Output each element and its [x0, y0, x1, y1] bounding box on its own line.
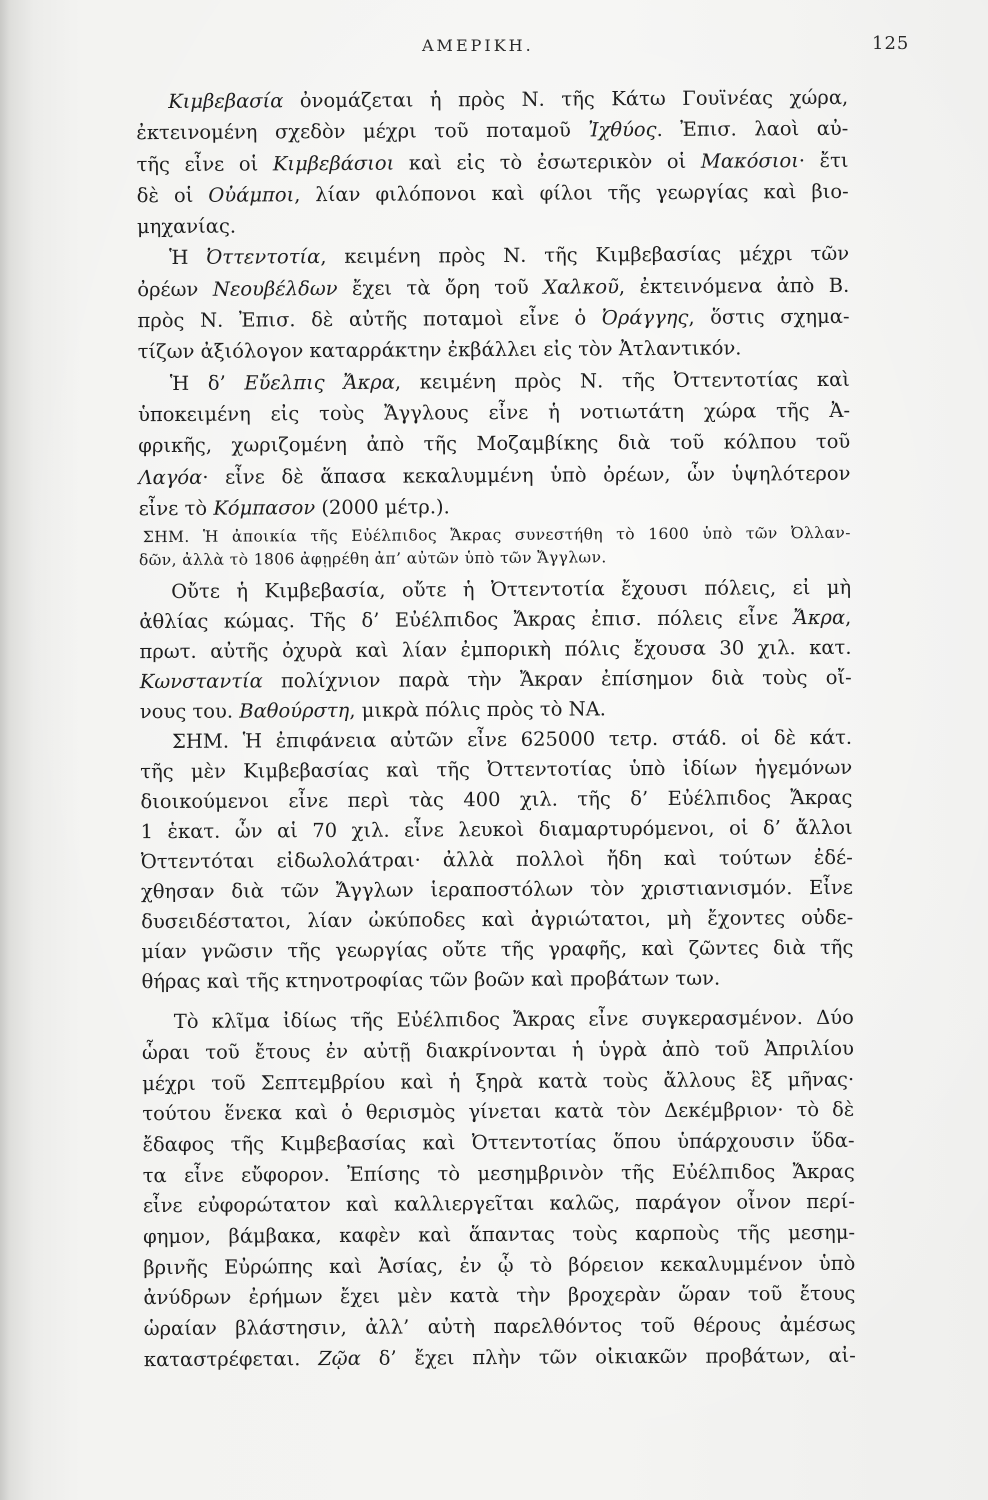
text-segment: τῆς εἶνε οἱ	[136, 151, 273, 176]
text-line	[136, 144, 848, 180]
paragraph-cape-of-good-hope	[138, 364, 851, 525]
text-block	[142, 1003, 856, 1376]
text-line: βρινῆς Εὐρώπης καὶ Ἀσίας, ἐν ᾧ τὸ βόρειον κεκαλυμμένον ὑπὸ	[143, 1251, 856, 1279]
italic-term: Ἄκρα	[793, 606, 846, 630]
text-line	[137, 176, 849, 212]
italic-term: Ὀράγγης	[601, 305, 689, 330]
text-segment: , λίαν φιλόπονοι καὶ φίλοι τῆς γεωργίας καὶ βιο-	[294, 179, 849, 207]
text-line: Ὀττεντόται εἰδωλολάτραι· ἀλλὰ πολλοὶ ἤδη καὶ τούτων ἐδέ-	[140, 845, 853, 874]
text-line: φημον, βάμβακα, καφὲν καὶ ἅπαντας τοὺς καρποὺς τῆς μεσημ-	[143, 1220, 856, 1249]
text-line	[140, 693, 852, 727]
text-segment: πρὸς Ν. Ἐπισ. δὲ αὐτῆς ποταμοὶ εἶνε ὁ	[137, 306, 602, 333]
text-line	[139, 489, 851, 525]
text-line: Τὸ κλῖμα ἰδίως τῆς Εὐέλπιδος Ἄκρας εἶνε συγκερασμένον. Δύο	[173, 1005, 854, 1034]
italic-term: Ἰχθύος	[588, 118, 657, 142]
text-line: ΣΗΜ. Ἡ ἐπιφάνεια αὐτῶν εἶνε 625000 τετρ. στάδ. οἱ δὲ κάτ.	[172, 725, 853, 754]
text-line: τῆς μὲν Κιμβεβασίας καὶ τῆς Ὀττεντοτίας ὑπὸ ἰδίων ἡγεμόνων	[140, 755, 853, 784]
paragraph-population-note	[140, 723, 854, 997]
text-line: τίζων ἀξιόλογον καταρράκτην ἐκβάλλει εἰς τὸν Ἀτλαντικόν.	[137, 336, 742, 364]
text-line	[138, 457, 850, 493]
paragraph-kimbebasia	[136, 82, 849, 243]
text-segment: νους του.	[139, 699, 240, 724]
text-segment: Ἡ δ’	[169, 371, 245, 395]
text-segment: καταστρέφεται.	[143, 1346, 319, 1372]
italic-term: Βαθούρστη	[239, 699, 350, 723]
text-line: δυσειδέστατοι, λίαν ὠκύποδες καὶ ἀγριώτατοι, μὴ ἔχοντες οὐδε-	[141, 905, 854, 934]
text-segment: πολίχνιον παρὰ τὴν Ἄκραν ἐπίσημον διὰ τοὺς οἴ-	[262, 665, 852, 693]
text-segment: ἔχει τὰ ὄρη τοῦ	[337, 275, 544, 300]
text-block	[136, 82, 851, 524]
text-segment: · εἶνε δὲ ἅπασα κεκαλυμμένη ὑπὸ ὀρέων, ὧν ὑψηλότερον	[202, 461, 851, 489]
text-line	[140, 663, 852, 697]
text-segment: ἀθλίας κώμας. Τῆς δ’ Εὐέλπιδος Ἄκρας ἐπισ. πόλεις εἶνε	[139, 606, 794, 634]
text-line	[137, 238, 849, 274]
text-segment: Ἡ	[169, 246, 207, 270]
text-segment: , ὅστις σχημα-	[688, 304, 850, 329]
italic-term: Λαγόα	[138, 465, 203, 489]
text-line: ὑποκειμένη εἰς τοὺς Ἄγγλους εἶνε ἡ νοτιωτάτη χώρα τῆς Ἀ-	[138, 398, 851, 427]
text-line: ἔδαφος τῆς Κιμβεβασίας καὶ Ὀττεντοτίας ὅπου ὑπάρχουσιν ὕδα-	[142, 1128, 855, 1157]
italic-term: Οὐάμποι	[208, 183, 295, 207]
text-line	[136, 82, 848, 118]
text-line	[137, 301, 849, 337]
text-segment: , κειμένη πρὸς Ν. τῆς Ὀττεντοτίας καὶ	[394, 367, 850, 394]
text-line: Οὔτε ἡ Κιμβεβασία, οὔτε ἡ Ὀττεντοτία ἔχουσι πόλεις, εἰ μὴ	[171, 575, 852, 604]
text-line	[144, 1341, 856, 1376]
italic-term: Μακόσιοι	[700, 148, 799, 173]
paragraph-hottentotia	[137, 238, 850, 368]
text-segment: . Ἐπισ. λαοὶ αὐ-	[656, 117, 849, 142]
italic-term: Ὀττεντοτία	[206, 245, 321, 270]
text-segment: · ἔτι	[798, 148, 849, 172]
text-segment: , ἐκτεινόμενα ἀπὸ Β.	[618, 273, 850, 299]
footnote-colony	[139, 522, 851, 572]
text-line: τα εἶνε εὔφορον. Ἐπίσης τὸ μεσημβρινὸν τῆς Εὐέλπιδος Ἄκρας	[142, 1159, 855, 1187]
text-line: φρικῆς, χωριζομένη ἀπὸ τῆς Μοζαμβίκης διὰ τοῦ κόλπου τοῦ	[138, 430, 851, 458]
text-segment: ἐκτεινομένη σχεδὸν μέχρι τοῦ ποταμοῦ	[136, 118, 589, 145]
italic-term: Κιμβεβάσιοι	[272, 151, 395, 175]
text-segment: δ’ ἔχει πλὴν τῶν οἰκιακῶν προβάτων, αἰ-	[360, 1343, 856, 1370]
text-line: διοικούμενοι εἶνε περὶ τὰς 400 χιλ. τῆς δ’ Εὐέλπιδος Ἄκρας	[140, 785, 853, 814]
italic-term: Εὔελπις Ἄκρα	[244, 370, 395, 395]
page-number: 125	[872, 33, 910, 54]
italic-term: Ζῷα	[318, 1346, 361, 1370]
text-line: μέχρι τοῦ Σεπτεμβρίου καὶ ἡ ξηρὰ κατὰ τοὺς ἄλλους ἓξ μῆνας·	[142, 1067, 855, 1095]
text-line: ἀνύδρων ἐρήμων ἔχει μὲν κατὰ τὴν βροχερὰν ὥραν τοῦ ἔτους	[143, 1282, 856, 1310]
italic-term: Κωνσταντία	[139, 669, 263, 694]
text-segment: (2000 μέτρ.).	[315, 495, 450, 519]
text-segment: δὲ οἱ	[136, 183, 209, 208]
text-line: πρωτ. αὐτῆς ὀχυρὰ καὶ λίαν ἐμπορικὴ πόλις ἔχουσα 30 χιλ. κατ.	[139, 635, 852, 664]
text-line: θήρας καὶ τῆς κτηνοτροφίας τῶν βοῶν καὶ προβάτων των.	[141, 966, 721, 994]
text-segment: ,	[845, 605, 852, 630]
italic-term: Κόμπασον	[213, 495, 316, 520]
text-segment: ὀρέων	[137, 277, 213, 301]
text-line: ὧραι τοῦ ἔτους ἐν αὐτῇ διακρίνονται ἡ ὑγρὰ ἀπὸ τοῦ Ἀπριλίου	[141, 1036, 855, 1065]
text-line: τούτου ἕνεκα καὶ ὁ θερισμὸς γίνεται κατὰ τὸν Δεκέμβριον· τὸ δὲ	[142, 1098, 855, 1126]
text-line: εἶνε εὐφορώτατον καὶ καλλιεργεῖται καλῶς, παράγον οἶνον περί-	[142, 1190, 855, 1218]
text-segment: καὶ εἰς τὸ ἐσωτερικὸν οἱ	[394, 149, 701, 175]
text-segment: , κειμένη πρὸς Ν. τῆς Κιμβεβασίας μέχρι τῶν	[320, 242, 850, 269]
italic-term: Νεουβέλδων	[212, 276, 338, 301]
paragraph-climate	[142, 1003, 856, 1376]
text-line: μηχανίας.	[136, 214, 237, 239]
running-title: ΑΜΕΡΙΚΗ.	[422, 36, 534, 55]
text-line	[138, 364, 850, 400]
italic-term: Χαλκοῦ	[543, 275, 619, 299]
text-line: μίαν γνῶσιν τῆς γεωργίας οὔτε τῆς γραφῆς, καὶ ζῶντες διὰ τῆς	[141, 935, 854, 964]
text-line: δῶν, ἀλλὰ τὸ 1806 ἀφῃρέθη ἀπ’ αὐτῶν ὑπὸ τῶν Ἄγγλων.	[138, 548, 607, 570]
text-segment: , μικρὰ πόλις πρὸς τὸ ΝΑ.	[349, 697, 607, 723]
text-line: ὡραίαν βλάστησιν, ἀλλ’ αὐτὴ παρελθόντος τοῦ θέρους ἀμέσως	[143, 1313, 856, 1341]
text-segment: εἶνε τὸ	[138, 496, 214, 521]
text-segment: ὀνομάζεται ἡ πρὸς Ν. τῆς Κάτω Γουϊνέας χώρα,	[283, 85, 849, 113]
text-body	[136, 82, 856, 1376]
italic-term: Κιμβεβασία	[168, 89, 284, 113]
text-line	[136, 113, 848, 149]
text-line: 1 ἑκατ. ὧν αἱ 70 χιλ. εἶνε λευκοὶ διαμαρτυρόμενοι, οἱ δ’ ἄλλοι	[140, 815, 853, 844]
text-line: ΣΗΜ. Ἡ ἀποικία τῆς Εὐέλπιδος Ἄκρας συνεστήθη τὸ 1600 ὑπὸ τῶν Ὀλλαν-	[142, 523, 851, 547]
text-line: χθησαν διὰ τῶν Ἄγγλων ἱεραποστόλων τὸν χριστιανισμόν. Εἶνε	[140, 875, 854, 904]
text-block	[139, 573, 854, 997]
text-line	[139, 603, 851, 637]
paragraph-cities	[139, 573, 852, 727]
text-line	[137, 270, 849, 306]
